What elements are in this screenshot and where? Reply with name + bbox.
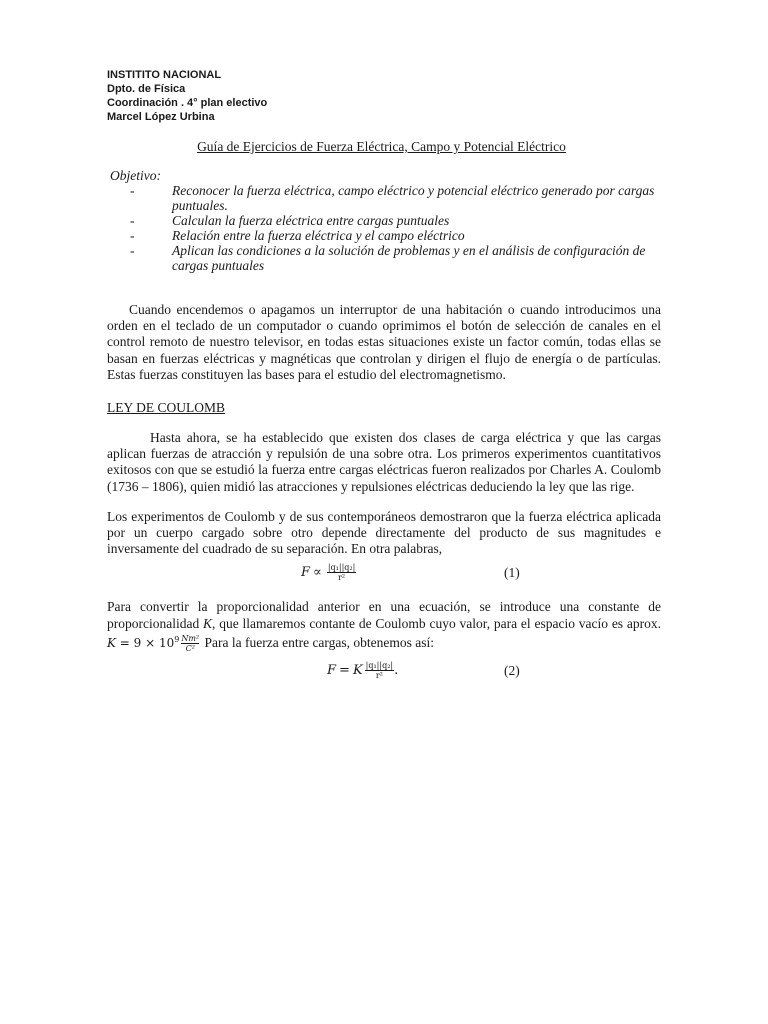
equation-1-fraction: [327, 563, 356, 582]
equation-1-expression: [301, 563, 356, 582]
equation-1-number: (1): [504, 565, 520, 581]
objectives-list: [110, 183, 661, 273]
coulomb-constant-exponent: 9: [174, 634, 180, 644]
coulomb-constant-lhs: K: [107, 635, 116, 650]
document-page: [107, 68, 661, 683]
paragraph-constant-text-1: Para convertir la proporcionalidad anterior en una ecuación, se introduce una constante de proporcionalidad: [107, 599, 661, 631]
header-author: Marcel López Urbina: [107, 111, 215, 123]
equation-2-number: (2): [504, 662, 520, 678]
intro-paragraph: Cuando encendemos o apagamos un interruptor de una habitación o cuando introducimos una orden en el teclado de un computador o cuando oprimimos el botón de selección de canales en el control remoto de nuestro televisor, en todas estas situaciones existe un factor común, todas ellas se basan en fuerzas eléctricas y magnéticas que controlan y dirigen el flujo de energía o de partículas. Estas fuerzas constituyen las bases para el estudio del electromagnetismo.: [107, 302, 661, 382]
coulomb-constant-equals: = 9 × 10: [115, 635, 175, 650]
objective-item: - Calculan la fuerza eléctrica entre cargas puntuales: [130, 213, 672, 228]
coulomb-constant-value: [107, 633, 201, 653]
objectives-section: [110, 168, 661, 273]
equation-2-factor: K: [352, 662, 363, 678]
paragraph-experiments: Los experimentos de Coulomb y de sus contemporáneos demostraron que la fuerza eléctrica aplicada por un cuerpo cargado sobre otro depende directamente del producto de sus magnitudes e inversamente del cuadrado de su separación. En otra palabras,: [107, 508, 661, 557]
header-coordination: Coordinación . 4° plan electivo: [107, 97, 268, 109]
section-heading-coulomb: LEY DE COULOMB: [107, 400, 225, 416]
equation-1-lhs: F: [301, 565, 311, 581]
header-institution: INSTITITO NACIONAL: [107, 69, 222, 81]
equation-2-lhs: F: [327, 662, 337, 678]
equation-2-expression: [327, 661, 398, 680]
equation-1-numerator: |q₁||q₂|: [327, 563, 356, 573]
equation-1: [107, 563, 661, 585]
constant-k-symbol: K: [203, 615, 213, 631]
coulomb-unit-denominator: C²: [185, 643, 195, 653]
equation-2-numerator: |q₁||q₂|: [365, 660, 394, 670]
equation-2-operator: =: [339, 662, 350, 678]
header-department: Dpto. de Física: [107, 83, 186, 95]
paragraph-history: Hasta ahora, se ha establecido que existen dos clases de carga eléctrica y que las cargas aplican fuerzas de atracción y repulsión de una sobre otra. Los primeros experimentos cuantitativos exitosos con que se estudió la fuerza entre cargas eléctricas fueron realizados por Charles A. Coulomb (1736 – 1806), quien midió las atracciones y repulsiones eléctricas deduciendo la ley que las rige.: [107, 430, 661, 494]
equation-1-operator: ∝: [313, 565, 322, 581]
equation-2-suffix: .: [394, 662, 399, 678]
coulomb-unit-numerator: Nm²: [181, 633, 200, 643]
paragraph-constant: [107, 599, 661, 652]
equation-2: [107, 661, 661, 683]
objective-item: - Aplican las condiciones a la solución de problemas y en el análisis de configuración de cargas puntuales: [130, 243, 672, 273]
document-title: Guía de Ejercicios de Fuerza Eléctrica, Campo y Potencial Eléctrico: [197, 139, 566, 154]
equation-2-fraction: [365, 661, 394, 680]
paragraph-constant-text-3: Para la fuerza entre cargas, obtenemos así:: [201, 634, 435, 650]
objective-item: - Reconocer la fuerza eléctrica, campo eléctrico y potencial eléctrico generado por cargas puntuales.: [130, 183, 672, 213]
objective-item: - Relación entre la fuerza eléctrica y el campo eléctrico: [130, 228, 672, 243]
coulomb-constant-unit: [181, 634, 199, 653]
equation-1-denominator: r²: [338, 573, 346, 583]
objectives-label: Objetivo:: [110, 168, 161, 183]
equation-2-denominator: r²: [375, 670, 383, 680]
paragraph-constant-text-2: , que llamaremos contante de Coulomb cuyo valor, para el espacio vacío es aprox.: [212, 615, 661, 631]
document-header: [107, 68, 661, 124]
